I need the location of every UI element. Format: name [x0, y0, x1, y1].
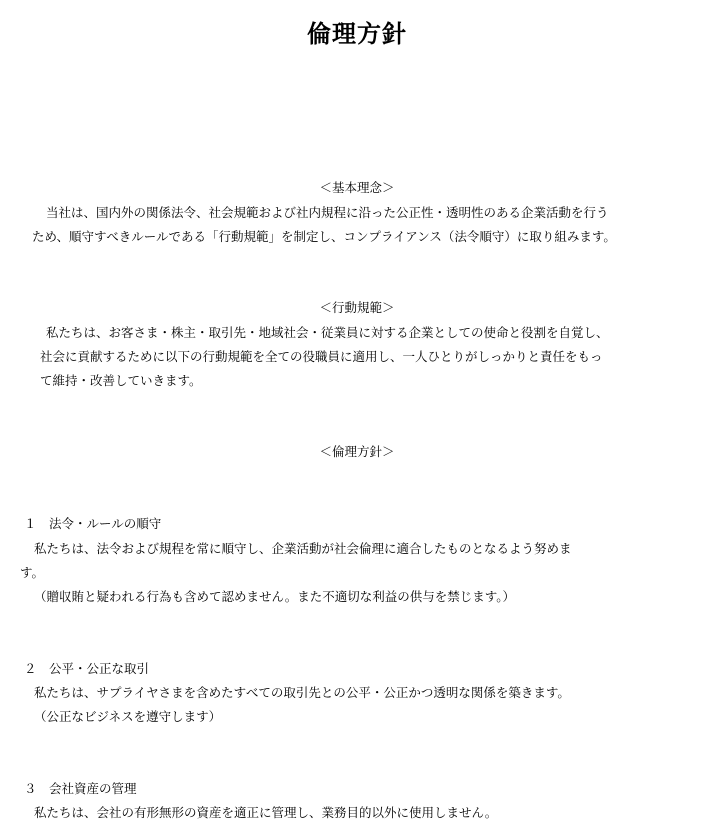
policy-item-1-line-1: 私たちは、法令および規程を常に順守し、企業活動が社会倫理に適合したものとなるよう努めま [34, 541, 572, 556]
code-of-conduct-line-2: 社会に貢献するために以下の行動規範を全ての役職員に適用し、一人ひとりがしっかりと責任をもっ [40, 349, 603, 364]
basic-philosophy-line-2: ため、順守すべきルールである「行動規範」を制定し、コンプライアンス（法令順守）に取り組みます。 [32, 229, 616, 244]
policy-item-2-title: ２ 公平・公正な取引 [24, 661, 150, 676]
policy-item-3-line-1: 私たちは、会社の有形無形の資産を適正に管理し、業務目的以外に使用しません。 [34, 805, 498, 820]
ethics-policy-heading: ＜倫理方針＞ [319, 444, 395, 459]
policy-item-2-line-1: 私たちは、サプライヤさまを含めたすべての取引先との公平・公正かつ透明な関係を築きます。 [34, 685, 570, 700]
policy-item-1-line-2: す。 [20, 565, 45, 580]
policy-item-2-line-2: （公正なビジネスを遵守します） [34, 709, 222, 724]
policy-item-1-title: １ 法令・ルールの順守 [24, 516, 162, 531]
basic-philosophy-line-1: 当社は、国内外の関係法令、社会規範および社内規程に沿った公正性・透明性のある企業活動を行う [46, 205, 609, 220]
page-title: 倫理方針 [307, 20, 407, 48]
code-of-conduct-line-3: て維持・改善していきます。 [40, 373, 202, 388]
code-of-conduct-line-1: 私たちは、お客さま・株主・取引先・地域社会・従業員に対する企業としての使命と役割を自覚し、 [46, 325, 609, 340]
basic-philosophy-heading: ＜基本理念＞ [319, 180, 395, 195]
code-of-conduct-heading: ＜行動規範＞ [319, 300, 395, 315]
policy-item-1-line-3: （贈収賄と疑われる行為も含めて認めません。また不適切な利益の供与を禁じます。） [34, 589, 516, 604]
policy-item-3-title: ３ 会社資産の管理 [24, 781, 137, 796]
